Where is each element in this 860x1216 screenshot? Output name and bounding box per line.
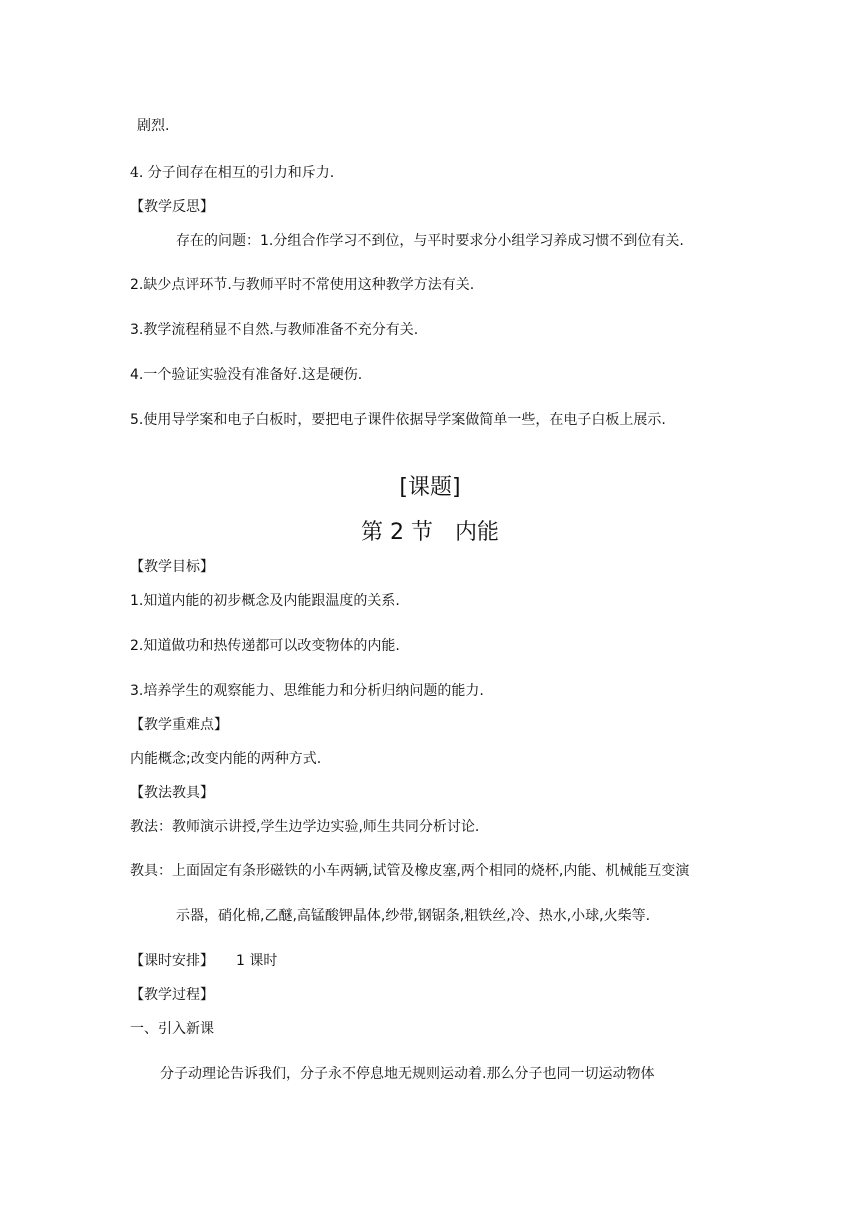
process-heading: 【教学过程】 bbox=[130, 987, 214, 1003]
key-points-text: 内能概念;改变内能的两种方式. bbox=[130, 751, 322, 767]
schedule-value: 1 课时 bbox=[236, 953, 278, 969]
objectives-heading: 【教学目标】 bbox=[130, 559, 214, 575]
process-section-1: 一、引入新课 bbox=[130, 1021, 214, 1037]
reflection-item-2: 2.缺少点评环节.与教师平时不常使用这种教学方法有关. bbox=[130, 277, 475, 293]
process-paragraph: 分子动理论告诉我们，分子永不停息地无规则运动着.那么分子也同一切运动物体 bbox=[160, 1066, 655, 1082]
lesson-title: [课题] bbox=[399, 475, 461, 500]
objective-item-3: 3.培养学生的观察能力、思维能力和分析归纳问题的能力. bbox=[130, 683, 484, 699]
reflection-heading: 【教学反思】 bbox=[130, 199, 214, 215]
objective-item-2: 2.知道做功和热传递都可以改变物体的内能. bbox=[130, 638, 400, 654]
schedule-heading: 【课时安排】 bbox=[130, 953, 214, 969]
reflection-item-3: 3.教学流程稍显不自然.与教师准备不充分有关. bbox=[130, 322, 419, 338]
lesson-subtitle: 第 2 节 内能 bbox=[361, 520, 499, 545]
tools-text-line-1: 教具：上面固定有条形磁铁的小车两辆,试管及橡皮塞,两个相同的烧杯,内能、机械能互变演 bbox=[130, 863, 690, 879]
methods-text: 教法：教师演示讲授,学生边学边实验,师生共同分析讨论. bbox=[130, 819, 480, 835]
key-points-heading: 【教学重难点】 bbox=[130, 717, 228, 733]
methods-heading: 【教法教具】 bbox=[130, 785, 214, 801]
reflection-item-5: 5.使用导学案和电子白板时，要把电子课件依据导学案做简单一些，在电子白板上展示. bbox=[130, 412, 666, 428]
objective-item-1: 1.知道内能的初步概念及内能跟温度的关系. bbox=[130, 593, 400, 609]
tools-text-line-2: 示器，硝化棉,乙醚,高锰酸钾晶体,纱带,钢锯条,粗铁丝,冷、热水,小球,火柴等. bbox=[176, 908, 651, 924]
point-4-text: 4. 分子间存在相互的引力和斥力. bbox=[130, 165, 335, 181]
reflection-item-1: 存在的问题：1.分组合作学习不到位，与平时要求分小组学习养成习惯不到位有关. bbox=[176, 233, 684, 249]
reflection-item-4: 4.一个验证实验没有准备好.这是硬伤. bbox=[130, 367, 363, 383]
continuation-text: 剧烈. bbox=[137, 118, 170, 134]
